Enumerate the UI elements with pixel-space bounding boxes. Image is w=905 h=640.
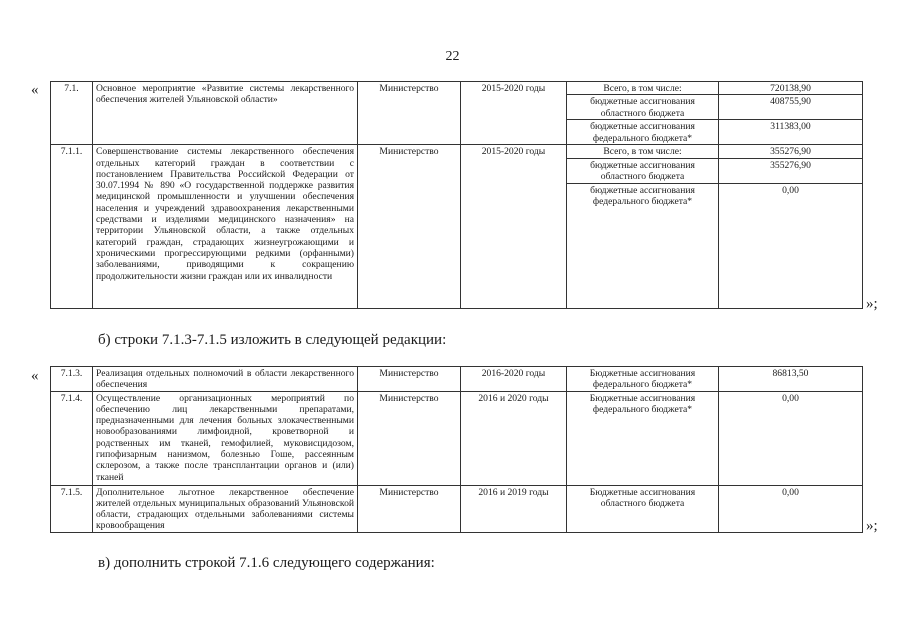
funding-value: 720138,90 xyxy=(719,82,863,95)
measure-name: Совершенствование системы лекарственного обеспечения отдельных категорий граждан в соответствии с постановлением Правительства Российской Федерации от 30.07.1994 № 890 «О государственной поддержке развития медицинской промышленности и улучшении обеспечения населения и учреждений здравоохранения лекарственными средствами и изделиями медицинского назначения» на территории Ульяновской области, а также отдельных категорий граждан, страдающих жизнеугрожающими и хроническими прогрессирующими редкими (орфанными) заболеваниями, приводящими к сокращению продолжительности жизни граждан или их инвалидности xyxy=(93,145,358,308)
period: 2016 и 2020 годы xyxy=(461,391,567,485)
executor: Министерство xyxy=(358,391,461,485)
funding-source: Бюджетные ассигнования федерального бюджета* xyxy=(567,367,719,392)
table-row xyxy=(51,391,863,485)
program-table-2 xyxy=(50,366,863,533)
close-quote-1: »; xyxy=(866,296,878,312)
funding-source: Бюджетные ассигнования областного бюджета xyxy=(567,485,719,532)
measure-name: Основное мероприятие «Развитие системы лекарственного обеспечения жителей Ульяновской области» xyxy=(93,82,358,145)
funding-source: Бюджетные ассигнования федерального бюджета* xyxy=(567,391,719,485)
funding-value: 311383,00 xyxy=(719,120,863,145)
funding-source: Всего, в том числе: xyxy=(567,145,719,158)
funding-value: 0,00 xyxy=(719,485,863,532)
executor: Министерство xyxy=(358,367,461,392)
funding-source: бюджетные ассигнования федерального бюджета* xyxy=(567,120,719,145)
table-row xyxy=(51,82,863,95)
period: 2016-2020 годы xyxy=(461,367,567,392)
table-row xyxy=(51,367,863,392)
open-quote-1: « xyxy=(31,82,39,98)
period: 2015-2020 годы xyxy=(461,82,567,145)
open-quote-2: « xyxy=(31,368,39,384)
section-heading-c: в) дополнить строкой 7.1.6 следующего содержания: xyxy=(98,555,435,571)
measure-name: Осуществление организационных мероприятий по обеспечению лиц лекарственными препаратами, предназначенными для лечения больных злокачественными новообразованиями лимфоидной, кроветворной и родственных им тканей, гемофилией, муковисцидозом, гипофизарным нанизмом, болезнью Гоше, рассеянным склерозом, а также после трансплантации органов и (или) тканей xyxy=(93,391,358,485)
funding-source: бюджетные ассигнования федерального бюджета* xyxy=(567,183,719,308)
executor: Министерство xyxy=(358,82,461,145)
period: 2015-2020 годы xyxy=(461,145,567,308)
funding-value: 86813,50 xyxy=(719,367,863,392)
row-number: 7.1.5. xyxy=(51,485,93,532)
funding-source: Всего, в том числе: xyxy=(567,82,719,95)
funding-value: 355276,90 xyxy=(719,145,863,158)
funding-value: 0,00 xyxy=(719,183,863,308)
row-number: 7.1.1. xyxy=(51,145,93,308)
measure-name: Дополнительное льготное лекарственное обеспечение жителей отдельных муниципальных образований Ульяновской области, страдающих отдельными заболеваниями системы кровообращения xyxy=(93,485,358,532)
table-row xyxy=(51,485,863,532)
funding-value: 0,00 xyxy=(719,391,863,485)
row-number: 7.1. xyxy=(51,82,93,145)
period: 2016 и 2019 годы xyxy=(461,485,567,532)
close-quote-2: »; xyxy=(866,518,878,534)
funding-source: бюджетные ассигнования областного бюджета xyxy=(567,95,719,120)
funding-value: 355276,90 xyxy=(719,158,863,183)
measure-name: Реализация отдельных полномочий в области лекарственного обеспечения xyxy=(93,367,358,392)
program-table-1 xyxy=(50,81,863,309)
funding-source: бюджетные ассигнования областного бюджета xyxy=(567,158,719,183)
row-number: 7.1.3. xyxy=(51,367,93,392)
executor: Министерство xyxy=(358,145,461,308)
section-heading-b: б) строки 7.1.3-7.1.5 изложить в следующей редакции: xyxy=(98,332,447,348)
row-number: 7.1.4. xyxy=(51,391,93,485)
funding-value: 408755,90 xyxy=(719,95,863,120)
executor: Министерство xyxy=(358,485,461,532)
page-number: 22 xyxy=(445,49,460,64)
table-row xyxy=(51,145,863,158)
